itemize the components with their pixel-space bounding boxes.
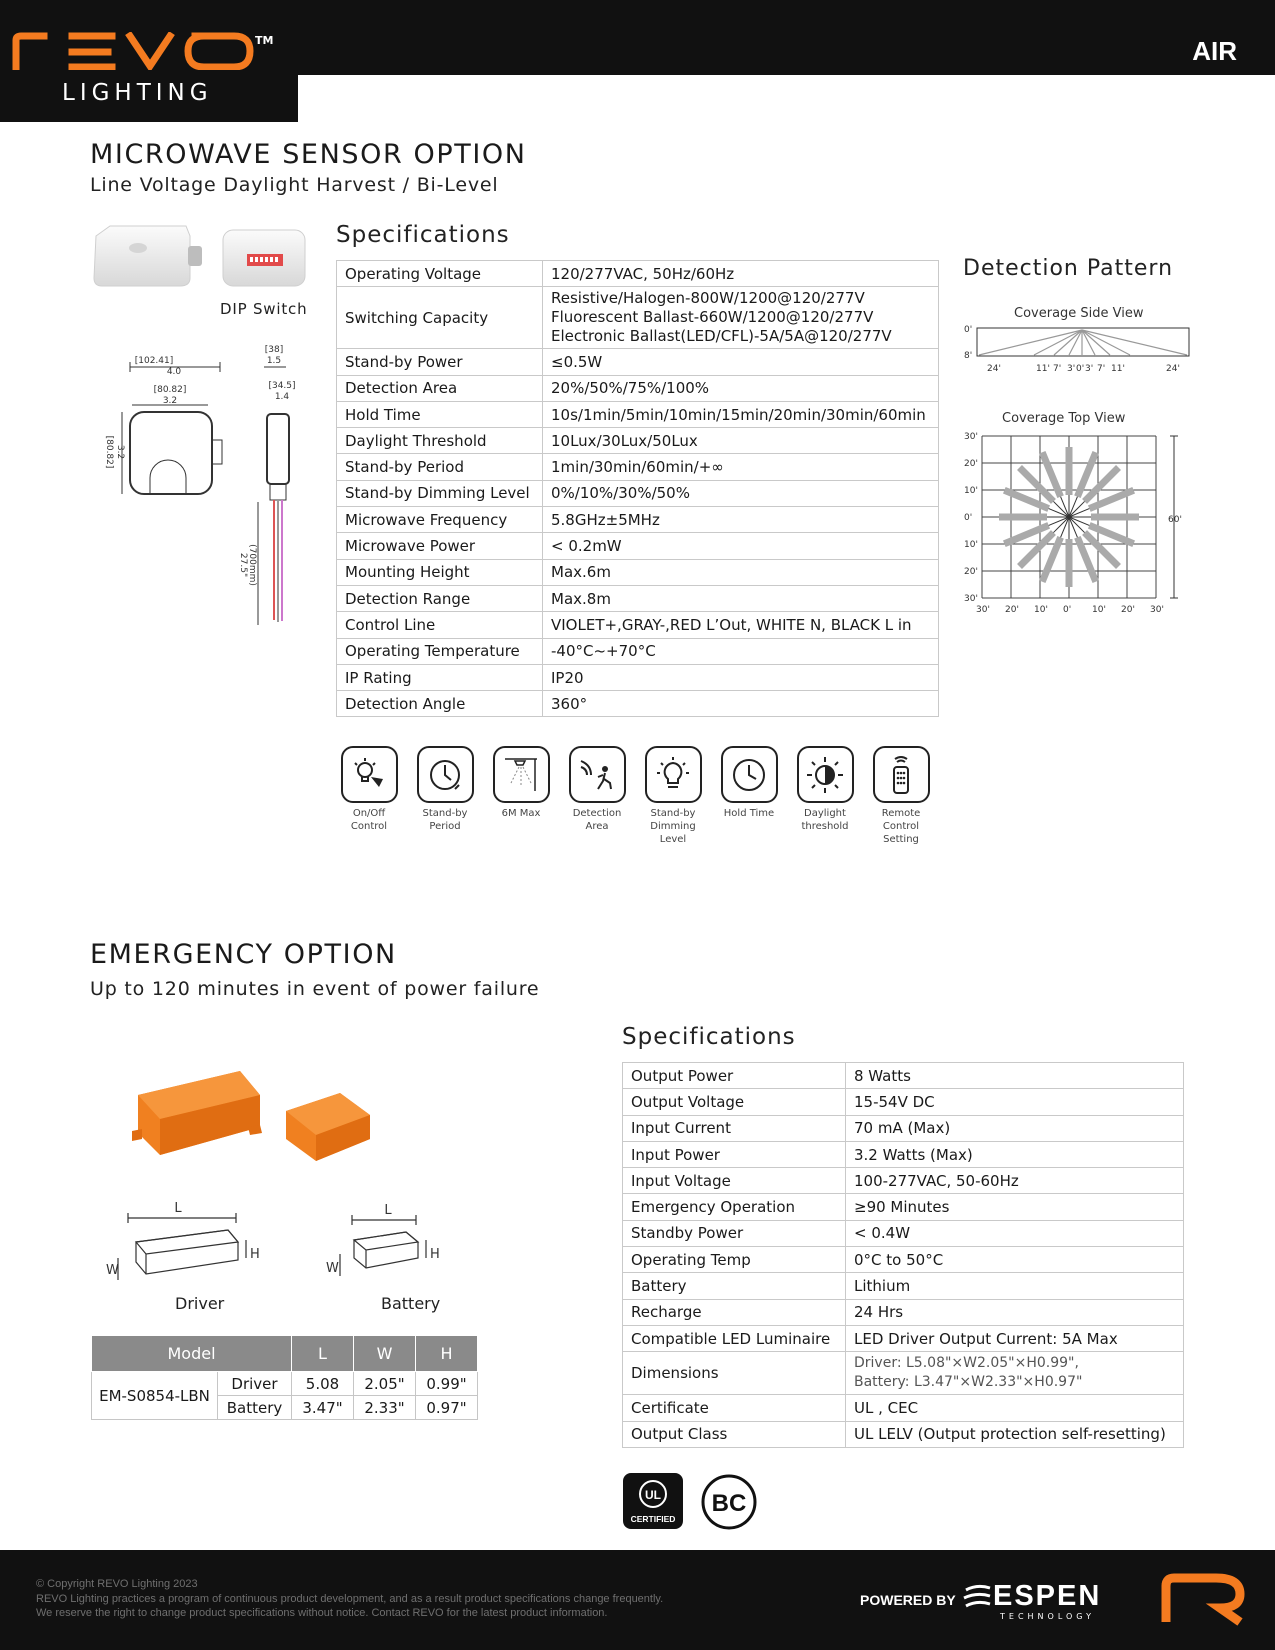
side-x-tick: 24' <box>1166 364 1180 374</box>
dim-h-in: 3.2 <box>115 444 125 460</box>
dim-lead-mm: (700mm) <box>247 544 257 586</box>
spec-value: 24 Hrs <box>846 1299 1184 1325</box>
legal-line-1: REVO Lighting practices a program of continuous product development, and as a result product specifications change frequently. <box>36 1592 664 1605</box>
feature-label: Daylight threshold <box>801 808 849 832</box>
spec-row <box>337 638 939 664</box>
top-x-tick: 20' <box>1121 605 1135 615</box>
product-name: AIR <box>1192 36 1237 66</box>
dim-d-outer: [38] <box>264 345 284 355</box>
top-y-tick: 0' <box>964 513 973 523</box>
bc-badge <box>700 1473 760 1531</box>
feature-label: On/Off Control <box>350 808 388 832</box>
top-y-tick: 30' <box>964 594 978 604</box>
spec-value: UL LELV (Output protection self-resetting) <box>846 1421 1184 1447</box>
clock-icon <box>721 746 778 803</box>
feature-daylight <box>790 746 860 833</box>
spec-value: 120/277VAC, 50Hz/60Hz <box>543 261 939 287</box>
dim-w-inner-in: 3.2 <box>162 396 178 406</box>
spec-value: Max.8m <box>543 585 939 611</box>
spec-row <box>623 1115 1184 1141</box>
microwave-subtitle: Line Voltage Daylight Harvest / Bi-Level <box>90 174 499 196</box>
espen-sub: TECHNOLOGY <box>1000 1612 1095 1621</box>
svg-text:H: H <box>250 1247 260 1262</box>
detection-pattern-title: Detection Pattern <box>963 256 1174 281</box>
dim-w: 2.05" <box>354 1372 416 1396</box>
spec-row <box>623 1421 1184 1447</box>
microwave-spec-table <box>336 260 939 717</box>
spec-row <box>623 1194 1184 1220</box>
top-x-tick: 10' <box>1092 605 1106 615</box>
spec-value: -40°C~+70°C <box>543 638 939 664</box>
spec-row <box>623 1089 1184 1115</box>
spec-row <box>337 261 939 287</box>
microwave-title: MICROWAVE SENSOR OPTION <box>90 139 527 170</box>
detection-ray <box>1082 330 1187 355</box>
spec-row <box>623 1273 1184 1299</box>
top-y-tick: 20' <box>964 567 978 577</box>
top-x-tick: 10' <box>1034 605 1048 615</box>
coverage-center-ray <box>1069 517 1085 533</box>
spec-value: UL , CEC <box>846 1395 1184 1421</box>
bulb-icon <box>645 746 702 803</box>
spec-key: Input Current <box>623 1115 846 1141</box>
spec-row <box>623 1220 1184 1246</box>
spec-row <box>623 1141 1184 1167</box>
top-y-tick: 20' <box>964 459 978 469</box>
dim-d-outer-in: 1.5 <box>266 356 282 366</box>
model-header: Model <box>92 1336 292 1372</box>
logo-subtitle: LIGHTING <box>62 80 213 106</box>
spec-value: 0%/10%/30%/50% <box>543 480 939 506</box>
side-x-tick: 3' <box>1067 364 1076 374</box>
feature-on-off <box>334 746 404 833</box>
spec-value: 10Lux/30Lux/50Lux <box>543 428 939 454</box>
spec-row <box>337 401 939 427</box>
spec-key: Stand-by Power <box>337 349 543 375</box>
spec-row <box>337 612 939 638</box>
spec-row <box>337 287 939 349</box>
legal-line-2: We reserve the right to change product specifications without notice. Contact REVO for the latest product information. <box>36 1607 608 1619</box>
spec-value: VIOLET+,GRAY-,RED L’Out, WHITE N, BLACK L in <box>543 612 939 638</box>
spec-key: Operating Voltage <box>337 261 543 287</box>
w-header: W <box>354 1336 416 1372</box>
dim-w-outer: [102.41] <box>134 356 174 366</box>
spec-row <box>623 1325 1184 1351</box>
spec-row <box>623 1299 1184 1325</box>
side-x-tick: 7' <box>1053 364 1062 374</box>
spec-row <box>337 349 939 375</box>
spec-key: Output Voltage <box>623 1089 846 1115</box>
spec-value: 5.8GHz±5MHz <box>543 507 939 533</box>
timer-icon <box>417 746 474 803</box>
spec-value: ≥90 Minutes <box>846 1194 1184 1220</box>
spec-key: Emergency Operation <box>623 1194 846 1220</box>
coverage-center-ray <box>1053 517 1069 533</box>
dim-h: 0.97" <box>416 1396 478 1420</box>
side-x-tick: 7' <box>1097 364 1106 374</box>
spec-value: Max.6m <box>543 559 939 585</box>
top-y-tick: 10' <box>964 486 978 496</box>
spec-row <box>337 454 939 480</box>
spec-key: Daylight Threshold <box>337 428 543 454</box>
svg-text:L: L <box>384 1203 392 1218</box>
on-off-icon <box>341 746 398 803</box>
part-name: Driver <box>218 1372 292 1396</box>
side-x-tick: 11' <box>1036 364 1050 374</box>
spec-key: Standby Power <box>623 1220 846 1246</box>
svg-text:UL: UL <box>645 1488 661 1502</box>
feature-label: Stand-by Period <box>422 808 468 832</box>
svg-text:8': 8' <box>964 351 973 361</box>
top-y-tick: 30' <box>964 432 978 442</box>
model-dimension-table <box>91 1335 478 1420</box>
spec-row <box>623 1168 1184 1194</box>
driver-label: Driver <box>175 1294 225 1313</box>
spec-value: 360° <box>543 691 939 717</box>
revo-r-icon <box>1160 1572 1248 1626</box>
revo-logo <box>0 0 298 122</box>
dim-l: 3.47" <box>292 1396 354 1420</box>
emergency-spec-title: Specifications <box>622 1024 796 1050</box>
microwave-spec-title: Specifications <box>336 222 510 248</box>
spec-value: 3.2 Watts (Max) <box>846 1141 1184 1167</box>
feature-icons <box>334 746 934 846</box>
top-view-caption: Coverage Top View <box>1002 411 1126 426</box>
feature-label: Remote Control Setting <box>881 808 921 845</box>
coverage-top-view <box>962 428 1187 618</box>
spec-value: 70 mA (Max) <box>846 1115 1184 1141</box>
dim-w-outer-in: 4.0 <box>166 367 182 377</box>
ul-certified-badge <box>622 1472 684 1530</box>
feature-label: Hold Time <box>723 808 775 819</box>
spec-key: Detection Angle <box>337 691 543 717</box>
dip-switch-label: DIP Switch <box>220 300 308 318</box>
part-name: Battery <box>218 1396 292 1420</box>
spec-value: Lithium <box>846 1273 1184 1299</box>
spec-value: 0°C to 50°C <box>846 1247 1184 1273</box>
spec-value: 8 Watts <box>846 1063 1184 1089</box>
spec-row <box>337 480 939 506</box>
side-x-tick: 3' <box>1085 364 1094 374</box>
spec-key: Stand-by Period <box>337 454 543 480</box>
coverage-center-ray <box>1053 501 1069 517</box>
copyright: © Copyright REVO Lighting 2023 <box>36 1578 198 1590</box>
emergency-subtitle: Up to 120 minutes in event of power failure <box>90 978 540 1000</box>
spec-key: IP Rating <box>337 664 543 690</box>
svg-text:0': 0' <box>964 325 973 335</box>
spec-row <box>337 375 939 401</box>
dim-h: 0.99" <box>416 1372 478 1396</box>
emergency-title: EMERGENCY OPTION <box>90 939 397 970</box>
side-x-tick: 24' <box>987 364 1001 374</box>
spec-row <box>337 507 939 533</box>
spec-row <box>623 1395 1184 1421</box>
svg-text:W: W <box>326 1261 339 1276</box>
spec-value: 100-277VAC, 50-60Hz <box>846 1168 1184 1194</box>
spec-value: IP20 <box>543 664 939 690</box>
svg-text:W: W <box>106 1263 119 1278</box>
spec-key: Dimensions <box>623 1352 846 1395</box>
sensor-dimension-drawing <box>92 340 307 630</box>
spec-key: Stand-by Dimming Level <box>337 480 543 506</box>
svg-text:CERTIFIED: CERTIFIED <box>630 1514 676 1524</box>
remote-icon <box>873 746 930 803</box>
feature-6m-max <box>486 746 556 820</box>
coverage-side-view <box>960 318 1200 376</box>
spec-row <box>337 691 939 717</box>
feature-label: Stand-by Dimming Level <box>650 808 696 845</box>
espen-brand: ESPEN <box>993 1580 1102 1612</box>
svg-text:BC: BC <box>711 1490 747 1517</box>
powered-by: POWERED BY <box>860 1592 956 1608</box>
spec-key: Output Power <box>623 1063 846 1089</box>
feature-standby-dimming <box>638 746 708 846</box>
spec-key: Mounting Height <box>337 559 543 585</box>
spec-value: Resistive/Halogen-800W/1200@120/277V Fluorescent Ballast-660W/1200@120/277V Electronic Ballast(LED/CFL)-5A/5A@120/277V <box>543 287 939 349</box>
sun-icon <box>797 746 854 803</box>
spec-key: Operating Temp <box>623 1247 846 1273</box>
dim-l: 5.08 <box>292 1372 354 1396</box>
spec-value: 15-54V DC <box>846 1089 1184 1115</box>
feature-label: Detection Area <box>572 808 622 832</box>
spec-key: Control Line <box>337 612 543 638</box>
spec-row <box>623 1247 1184 1273</box>
spec-row <box>623 1352 1184 1395</box>
spec-key: Microwave Power <box>337 533 543 559</box>
top-x-tick: 30' <box>976 605 990 615</box>
coverage-center-ray <box>1069 501 1085 517</box>
feature-label: 6M Max <box>501 808 541 819</box>
top-x-tick: 20' <box>1005 605 1019 615</box>
spec-value: < 0.2mW <box>543 533 939 559</box>
spec-key: Battery <box>623 1273 846 1299</box>
spec-key: Hold Time <box>337 401 543 427</box>
dim-w-inner: [80.82] <box>153 385 187 395</box>
side-x-tick: 11' <box>1111 364 1125 374</box>
side-x-tick: 0' <box>1076 364 1085 374</box>
top-span: 60' <box>1168 515 1182 525</box>
emergency-photos <box>130 1065 390 1170</box>
spec-key: Microwave Frequency <box>337 507 543 533</box>
spec-row <box>337 428 939 454</box>
spec-key: Compatible LED Luminaire <box>623 1325 846 1351</box>
h-header: H <box>416 1336 478 1372</box>
spec-row <box>337 585 939 611</box>
spec-value: LED Driver Output Current: 5A Max <box>846 1325 1184 1351</box>
spec-key: Operating Temperature <box>337 638 543 664</box>
dim-lead: 27.5" <box>238 552 248 578</box>
emergency-spec-table <box>622 1062 1184 1448</box>
dim-h: [80.82] <box>104 435 114 469</box>
spec-row <box>337 533 939 559</box>
spec-key: Detection Range <box>337 585 543 611</box>
top-x-tick: 30' <box>1150 605 1164 615</box>
top-x-tick: 0' <box>1063 605 1072 615</box>
spec-value: < 0.4W <box>846 1220 1184 1246</box>
spec-key: Input Voltage <box>623 1168 846 1194</box>
side-view-caption: Coverage Side View <box>1014 306 1144 321</box>
feature-standby-period <box>410 746 480 833</box>
motion-icon <box>569 746 626 803</box>
spec-value: 10s/1min/5min/10min/15min/20min/30min/60min <box>543 401 939 427</box>
dim-w: 2.33" <box>354 1396 416 1420</box>
dim-d-inner-in: 1.4 <box>274 392 290 402</box>
sensor-photos <box>90 222 315 294</box>
spec-key: Recharge <box>623 1299 846 1325</box>
spec-value: ≤0.5W <box>543 349 939 375</box>
feature-detection-area <box>562 746 632 833</box>
svg-text:H: H <box>430 1247 440 1262</box>
spec-key: Detection Area <box>337 375 543 401</box>
revo-wordmark <box>12 32 257 70</box>
feature-hold-time <box>714 746 784 820</box>
spec-key: Certificate <box>623 1395 846 1421</box>
spec-key: Switching Capacity <box>337 287 543 349</box>
feature-remote <box>866 746 936 846</box>
spec-key: Output Class <box>623 1421 846 1447</box>
model-name: EM-S0854-LBN <box>92 1372 218 1420</box>
dim-d-inner: [34.5] <box>268 381 296 391</box>
spec-row <box>337 559 939 585</box>
spec-value: 1min/30min/60min/+∞ <box>543 454 939 480</box>
battery-label: Battery <box>381 1294 441 1313</box>
footer-legal <box>36 1577 756 1621</box>
mount-height-icon <box>493 746 550 803</box>
spec-value: 20%/50%/75%/100% <box>543 375 939 401</box>
svg-text:L: L <box>174 1201 182 1216</box>
detection-ray <box>979 330 1082 355</box>
spec-row <box>337 664 939 690</box>
spec-value: Driver: L5.08"×W2.05"×H0.99", Battery: L3.47"×W2.33"×H0.97" <box>846 1352 1184 1395</box>
spec-key: Input Power <box>623 1141 846 1167</box>
trademark: TM <box>255 34 274 47</box>
l-header: L <box>292 1336 354 1372</box>
top-y-tick: 10' <box>964 540 978 550</box>
espen-mark-icon <box>962 1582 992 1612</box>
spec-row <box>623 1063 1184 1089</box>
